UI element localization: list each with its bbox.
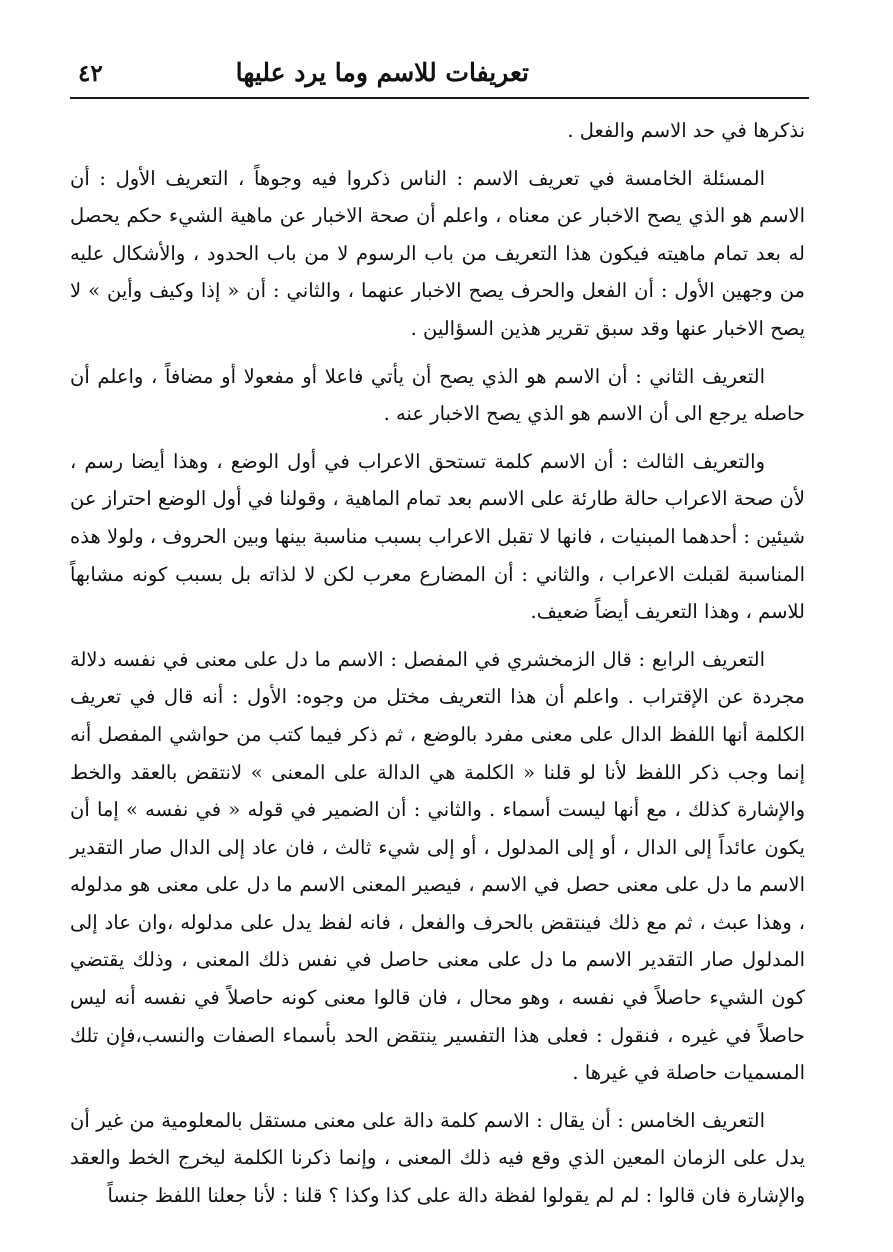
paragraph-third-definition: والتعريف الثالث : أن الاسم كلمة تستحق الاعراب في أول الوضع ، وهذا أيضا رسم ، لأن صحة الاعراب حالة طارئة على الاسم بعد تمام الماهية ، وقولنا في أول الوضع احتراز عن شيئين : أحدهما المبنيات ، فانها لا تقبل الاعراب بسبب مناسبة بينها وبين الحروف ، ولولا هذه المناسبة لقبلت الاعراب ، والثاني : أن المضارع معرب لكن لا لذاته بل بسبب كونه مشابهاً للاسم ، وهذا التعريف أيضاً ضعيف. [70,449,805,624]
paragraph-fifth-question: المسئلة الخامسة في تعريف الاسم : الناس ذكروا فيه وجوهاً ، التعريف الأول : أن الاسم هو الذي يصح الاخبار عن معناه ، واعلم أن صحة الاخبار عن ماهية الشيء حكم يحصل له بعد تمام ماهيته فيكون هذا التعريف من باب الرسوم لا من باب الحدود ، والأشكال عليه من وجهين الأول : أن الفعل والحرف يصح الاخبار عنهما ، والثاني : أن « إذا وكيف وأين » لا يصح الاخبار عنها وقد سبق تقرير هذين السؤالين . [70,166,805,340]
paragraph-second-definition: التعريف الثاني : أن الاسم هو الذي يصح أن يأتي فاعلا أو مفعولا أو مضافاً ، واعلم أن حاصله يرجع الى أن الاسم هو الذي يصح الاخبار عنه . [70,364,805,426]
paragraph-fourth-definition: التعريف الرابع : قال الزمخشري في المفصل : الاسم ما دل على معنى في نفسه دلالة مجردة عن الإقتراب . واعلم أن هذا التعريف مختل من وجوه: الأول : أنه قال في تعريف الكلمة أنها اللفظ الدال على معنى مفرد بالوضع ، ثم ذكر فيما كتب من حواشي المفصل أنه إنما وجب ذكر اللفظ لأنا لو قلنا « الكلمة هي الدالة على المعنى » لانتقض بالعقد والخط والإشارة كذلك ، مع أنها ليست أسماء . والثاني : أن الضمير في قوله « في نفسه » إما أن يكون عائداً إلى الدال ، أو إلى المدلول ، أو إلى شيء ثالث ، فان عاد إلى الدال صار التقدير الاسم ما دل على معنى حصل في الاسم ، فيصير المعنى الاسم ما دل على معنى هو مدلوله ، وهذا عبث ، ثم مع ذلك فينتقض بالحرف والفعل ، فانه لفظ يدل على مدلوله ،وان عاد إلى المدلول صار التقدير الاسم ما دل على معنى حاصل في نفس ذلك المعنى ، وذلك يقتضي كون الشيء حاصلاً في نفسه ، وهو محال ، فان قالوا معنى كونه حاصلاً في نفسه أنه ليس حاصلاً في غيره ، فنقول : فعلى هذا التفسير ينتقض الحد بأسماء الصفات والنسب،فإن تلك المسميات حاصلة في غيرها . [70,647,805,1085]
paragraph-continuation: نذكرها في حد الاسم والفعل . [567,119,805,142]
running-header [70,56,807,96]
page-number: ٤٢ [78,60,103,87]
running-title: تعريفات للاسم وما يرد عليها [235,58,529,87]
body-text [70,112,805,1215]
paragraph-fifth-definition: التعريف الخامس : أن يقال : الاسم كلمة دالة على معنى مستقل بالمعلومية من غير أن يدل على الزمان المعين الذي وقع فيه ذلك المعنى ، وإنما ذكرنا الكلمة ليخرج الخط والعقد والإشارة فان قالوا : لم لم يقولوا لفظة دالة على كذا وكذا ؟ قلنا : لأنا جعلنا اللفظ جنساً [70,1108,805,1208]
header-rule [70,97,809,99]
